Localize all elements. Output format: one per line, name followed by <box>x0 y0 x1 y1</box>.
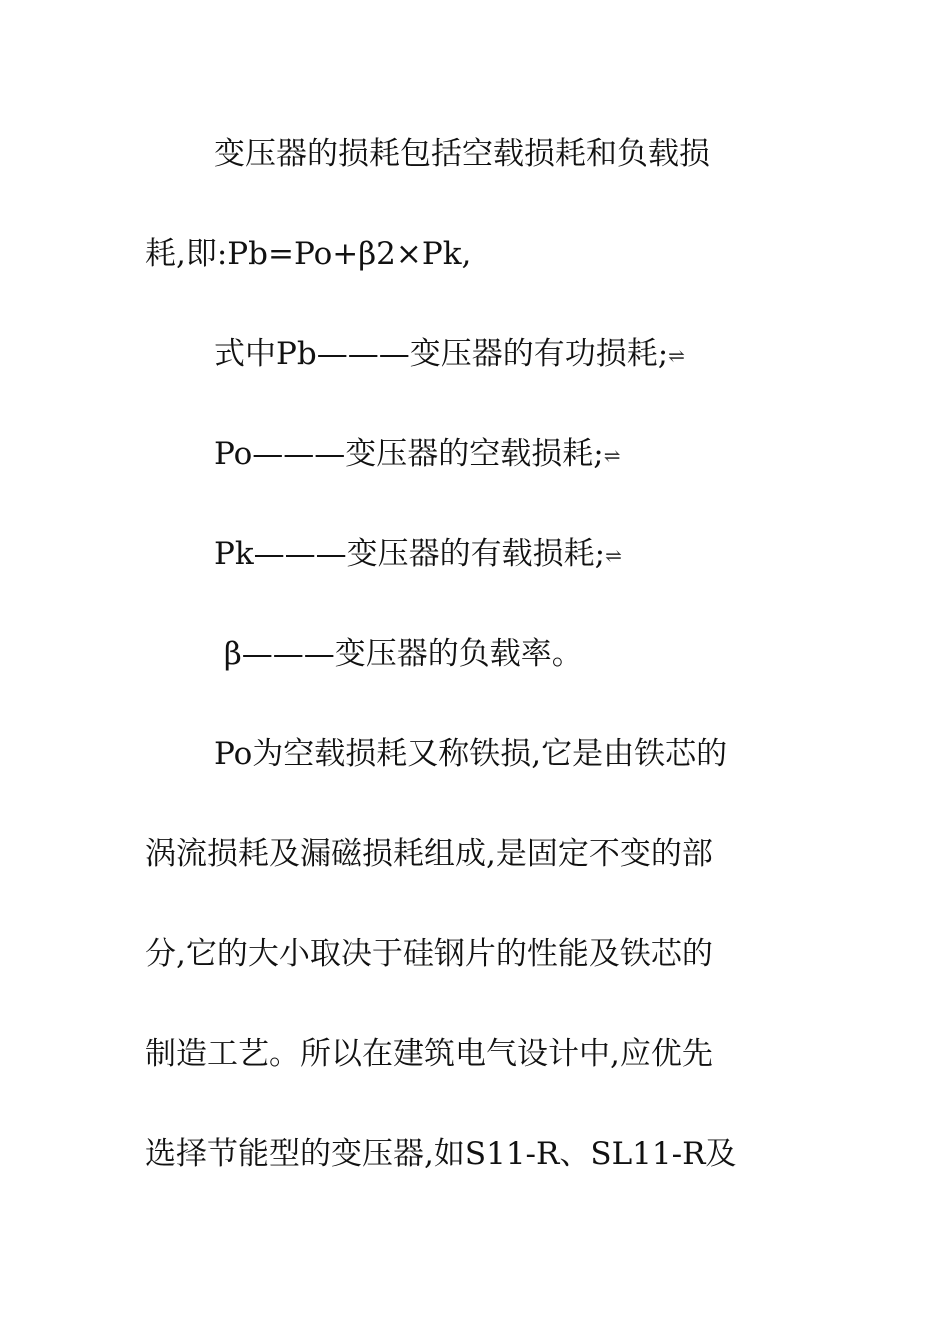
paragraph-mark-icon: ⇌ <box>603 443 621 468</box>
definition-text: Po———变压器的空载损耗; <box>214 436 604 472</box>
definition-text: Pk———变压器的有载损耗; <box>214 536 606 572</box>
paragraph-line: 选择节能型的变压器,如S11-R、SL11-R及 <box>145 1136 737 1172</box>
formula-line: 耗,即:Pb=Po+β2×Pk, <box>145 236 472 272</box>
paragraph-line: 分,它的大小取决于硅钢片的性能及铁芯的 <box>145 936 713 972</box>
paragraph-mark-icon: ⇌ <box>668 343 685 368</box>
paragraph-mark-icon: ⇌ <box>605 543 622 568</box>
definition-line-pb <box>214 334 884 376</box>
definition-line-pk <box>214 534 884 576</box>
paragraph-line: 制造工艺。所以在建筑电气设计中,应优先 <box>145 1036 713 1072</box>
definition-line-po <box>214 434 884 476</box>
paragraph-line: 涡流损耗及漏磁损耗组成,是固定不变的部 <box>145 836 713 872</box>
definition-line-beta: β———变压器的负载率。 <box>214 636 583 672</box>
paragraph-line: Po为空载损耗又称铁损,它是由铁芯的 <box>214 736 728 772</box>
paragraph-line: 变压器的损耗包括空载损耗和负载损 <box>214 136 710 172</box>
definition-text: 式中Pb———变压器的有功损耗; <box>214 336 669 372</box>
